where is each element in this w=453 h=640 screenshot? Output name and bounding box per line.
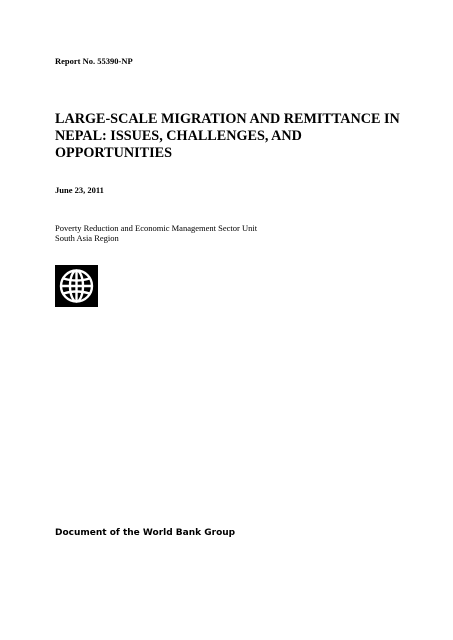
report-number: Report No. 55390-NP xyxy=(55,56,133,66)
report-title xyxy=(55,111,415,162)
report-title-line: NEPAL: ISSUES, CHALLENGES, AND xyxy=(55,128,302,144)
sector-unit-block xyxy=(55,223,257,243)
region-line: South Asia Region xyxy=(55,233,119,243)
report-title-line: OPPORTUNITIES xyxy=(55,145,172,161)
world-bank-globe-icon xyxy=(55,265,98,307)
report-title-line: LARGE-SCALE MIGRATION AND REMITTANCE IN xyxy=(55,111,400,127)
report-date: June 23, 2011 xyxy=(55,185,104,195)
document-footer: Document of the World Bank Group xyxy=(55,528,236,538)
sector-unit-line: Poverty Reduction and Economic Management Sector Unit xyxy=(55,223,258,233)
